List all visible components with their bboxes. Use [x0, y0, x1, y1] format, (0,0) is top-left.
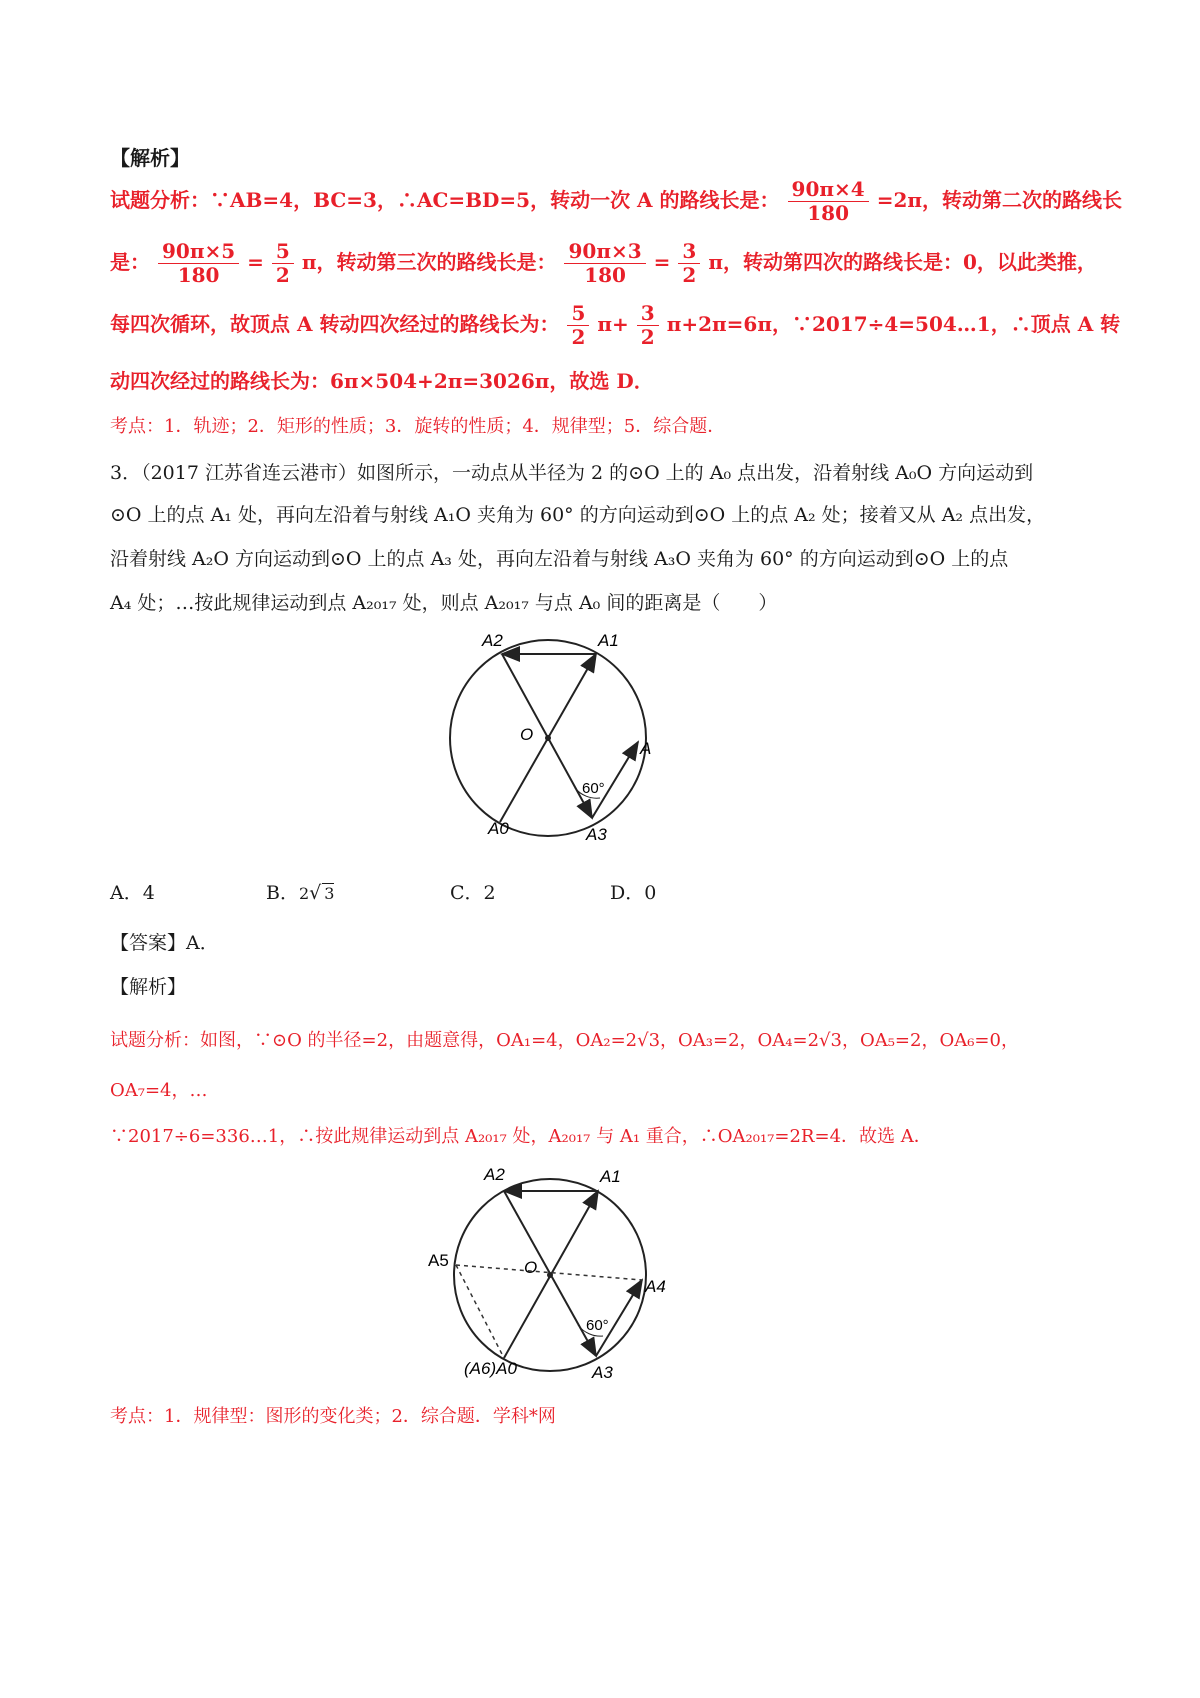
- fraction-denominator: 2: [640, 325, 655, 349]
- question-line-3: 沿着射线 A₂O 方向运动到⊙O 上的点 A₃ 处，再向左沿着与射线 A₃O 夹角为 60° 的方向运动到⊙O 上的点: [110, 548, 1009, 570]
- fraction-numerator: 3: [637, 302, 659, 326]
- center-point: [547, 1272, 553, 1278]
- fraction-numerator: 5: [567, 302, 589, 326]
- option-b-prefix: B．: [266, 882, 299, 904]
- question-line-2: ⊙O 上的点 A₁ 处，再向左沿着与射线 A₁O 夹角为 60° 的方向运动到⊙O 上的点 A₂ 处；接着又从 A₂ 点出发，: [110, 504, 1046, 526]
- solution-text: π，转动第四次的路线长是：0，以此类推，: [708, 250, 1097, 274]
- label-angle: 60°: [582, 780, 605, 797]
- center-point: [545, 735, 551, 741]
- fraction-numerator: 5: [272, 240, 294, 264]
- fraction: [637, 302, 659, 349]
- solution-text: π+: [597, 312, 629, 336]
- solution-line-2: [110, 240, 1097, 287]
- label-a2: A2: [484, 1165, 505, 1184]
- fraction: [567, 302, 589, 349]
- kaodian-2: 考点：1．规律型：图形的变化类；2．综合题．学科*网: [110, 1406, 556, 1427]
- label-o: O: [520, 725, 534, 744]
- fraction-denominator: 180: [584, 263, 626, 287]
- solution-line-4: 动四次经过的路线长为：6π×504+2π=3026π，故选 D．: [110, 369, 654, 393]
- option-a: A．4: [110, 882, 155, 904]
- answer-text: 【答案】A．: [110, 932, 219, 954]
- fraction-denominator: 180: [807, 201, 849, 225]
- fraction-numerator: 90π×5: [158, 240, 239, 264]
- circle-figure-1: [440, 628, 670, 846]
- label-a3: A3: [592, 1363, 613, 1382]
- option-c: C．2: [450, 882, 496, 904]
- fraction: [788, 178, 869, 225]
- option-b-coef: 2: [298, 884, 310, 903]
- label-a1: A1: [598, 631, 619, 650]
- label-a2: A2: [482, 631, 503, 650]
- solution-text: =: [653, 250, 671, 274]
- solution-text: 是：: [110, 250, 150, 274]
- answer-line-1: 试题分析：如图，∵⊙O 的半径=2，由题意得，OA₁=4，OA₂=2√3，OA₃=2，OA₄=2√3，OA₅=2，OA₆=0，: [110, 1030, 1019, 1051]
- answer-line-2: OA₇=4，…: [110, 1080, 208, 1101]
- solution-line-3: [110, 302, 1120, 349]
- fraction-denominator: 180: [177, 263, 220, 287]
- fraction-numerator: 90π×3: [564, 240, 645, 264]
- solution-line-1: [110, 178, 1122, 225]
- question-line-1: 3．（2017 江苏省连云港市）如图所示，一动点从半径为 2 的⊙O 上的 A₀ 点出发，沿着射线 A₀O 方向运动到: [110, 462, 1034, 484]
- label-o: O: [524, 1258, 538, 1277]
- fraction-numerator: 3: [678, 240, 700, 264]
- fraction: [158, 240, 239, 287]
- fraction-denominator: 2: [682, 263, 697, 287]
- answer-line-3: ∵2017÷6=336…1，∴按此规律运动到点 A₂₀₁₇ 处，A₂₀₁₇ 与 A₁ 重合，∴OA₂₀₁₇=2R=4．故选 A．: [110, 1126, 932, 1147]
- label-a5: A5: [428, 1251, 449, 1270]
- solution-text: π，转动第三次的路线长是：: [301, 250, 557, 274]
- solution-text: 试题分析：∵AB=4，BC=3，∴AC=BD=5，转动一次 A 的路线长是：: [110, 188, 780, 212]
- label-a4: A4: [645, 1277, 666, 1296]
- fraction: [272, 240, 294, 287]
- answer-analysis-heading: 【解析】: [110, 976, 187, 998]
- fraction: [564, 240, 645, 287]
- label-a3: A3: [586, 825, 607, 844]
- solution-text: 每四次循环，故顶点 A 转动四次经过的路线长为：: [110, 312, 560, 336]
- solution-text: =2π，转动第二次的路线长: [876, 188, 1122, 212]
- label-a0: A0: [488, 819, 509, 838]
- option-b: B．2√ 3: [266, 882, 335, 904]
- option-d: D．0: [610, 882, 657, 904]
- analysis-heading: 【解析】: [110, 146, 190, 170]
- label-a6-a0: (A6)A0: [464, 1359, 517, 1378]
- label-a: A: [640, 739, 652, 758]
- fraction-numerator: 90π×4: [788, 178, 869, 202]
- solution-text: =: [247, 250, 264, 274]
- solution-text: π+2π=6π，∵2017÷4=504…1，∴顶点 A 转: [666, 312, 1121, 336]
- label-angle: 60°: [586, 1317, 609, 1334]
- option-b-radicand: 3: [324, 884, 335, 903]
- label-a1: A1: [600, 1167, 621, 1186]
- dashed-a5-a6: [456, 1265, 504, 1358]
- kaodian-1: 考点：1．轨迹；2．矩形的性质；3．旋转的性质；4．规律型；5．综合题．: [110, 416, 726, 437]
- fraction-denominator: 2: [275, 263, 290, 287]
- fraction: [678, 240, 700, 287]
- circle-figure-2: [420, 1160, 680, 1390]
- fraction-denominator: 2: [571, 325, 586, 349]
- question-line-4: A₄ 处；…按此规律运动到点 A₂₀₁₇ 处，则点 A₂₀₁₇ 与点 A₀ 间的距离是（ ）: [110, 592, 778, 614]
